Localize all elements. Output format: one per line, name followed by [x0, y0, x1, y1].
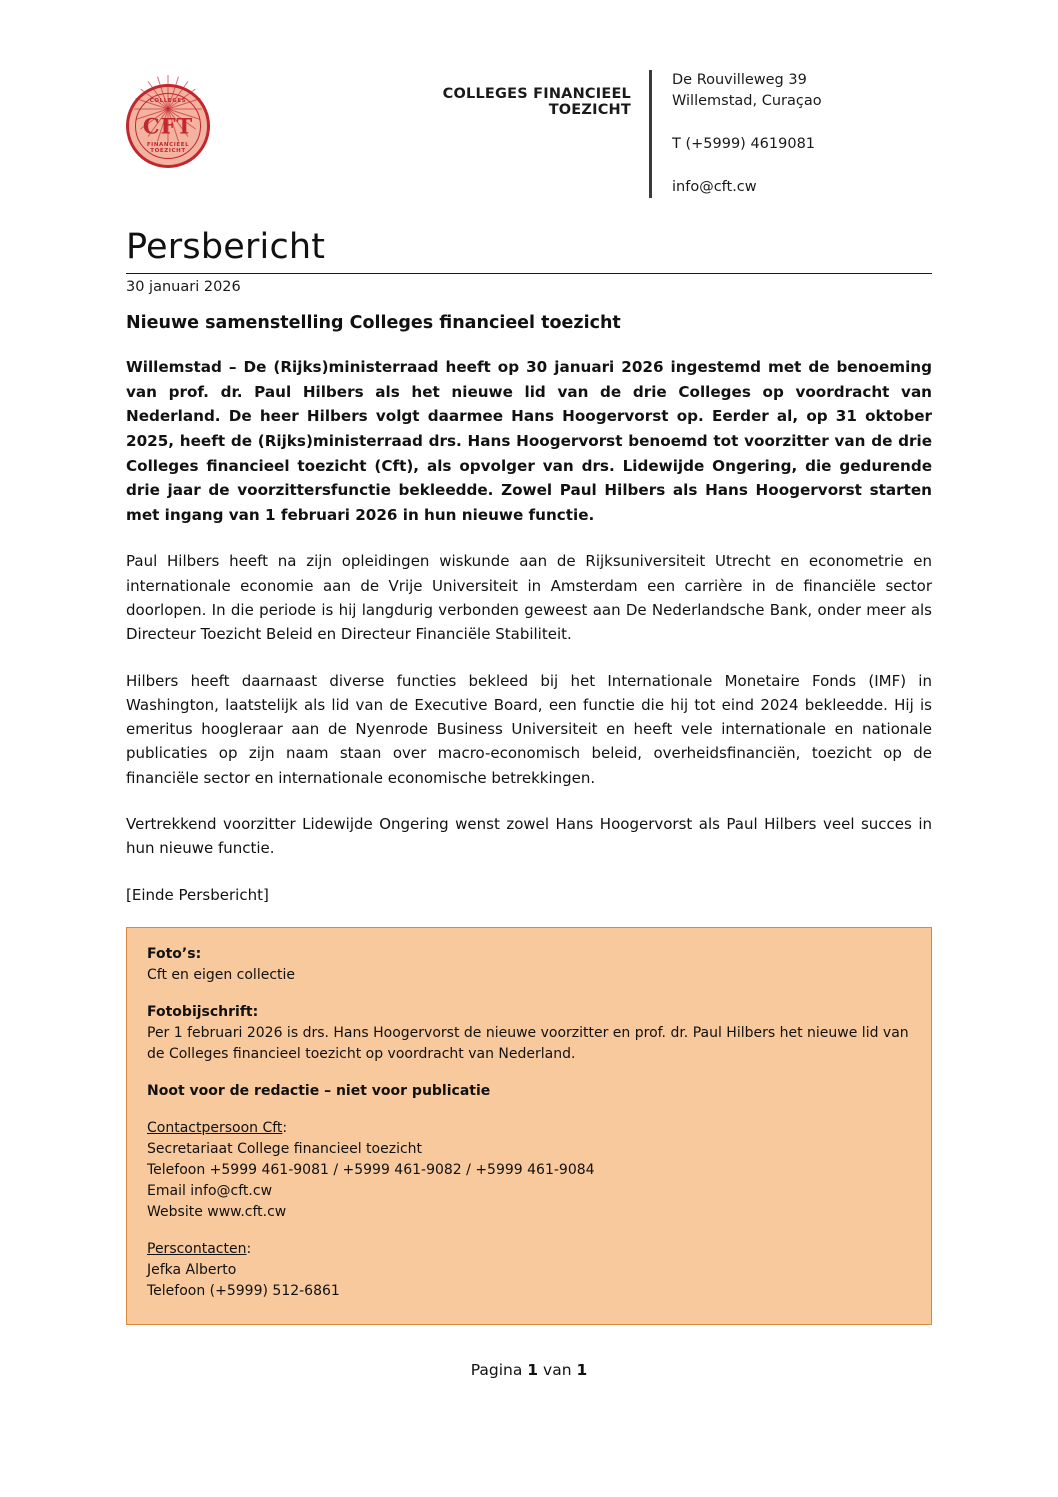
contact-group [147, 1118, 911, 1223]
caption-heading: Fotobijschrift: [147, 1003, 259, 1020]
press-line-2: Telefoon (+5999) 512-6861 [147, 1282, 340, 1299]
caption-group [147, 1002, 914, 1065]
contact-line-4: Website www.cft.cw [147, 1203, 287, 1220]
photos-text: Cft en eigen collectie [147, 966, 296, 983]
end-marker: [Einde Persbericht] [126, 885, 269, 904]
document-date: 30 januari 2026 [126, 278, 241, 295]
contact-line-3: Email info@cft.cw [147, 1182, 273, 1199]
editorial-note-heading: Noot voor de redactie – niet voor publicatie [147, 1082, 491, 1099]
paragraph-2: Hilbers heeft daarnaast diverse functies bekleed bij het Internationale Monetaire Fonds (IMF) in Washington, laatstelijk als lid van de Executive Board, een functie die hij tot eind 2024 bekleedde. Hij is emeritus hoogleraar aan de Nyenrode Business Universiteit en heeft vele internationale en nationale publicaties op zijn naam staan over macro-economisch beleid, overheidsfinanciën, toezicht op de financiële sector en internationale economische betrekkingen. [126, 671, 932, 787]
caption-text: Per 1 februari 2026 is drs. Hans Hoogervorst de nieuwe voorzitter en prof. dr. Paul Hilbers het nieuwe lid van de Colleges financieel toezicht op voordracht van Nederland. [147, 1024, 914, 1062]
press-label: Perscontacten [147, 1240, 247, 1257]
contact-line-2: Telefoon +5999 461-9081 / +5999 461-9082 / +5999 461-9084 [147, 1161, 595, 1178]
contact-line-1: Secretariaat College financieel toezicht [147, 1140, 423, 1157]
contact-block [649, 70, 932, 198]
press-label-suffix: : [246, 1240, 252, 1257]
address-line-1: De Rouvilleweg 39 [672, 72, 807, 88]
logo-top-text: COLLEGES [149, 98, 187, 104]
press-contacts-group [147, 1239, 911, 1302]
contact-label: Contactpersoon Cft [147, 1119, 283, 1136]
press-line-1: Jefka Alberto [147, 1261, 237, 1278]
photos-group [147, 944, 911, 986]
contact-label-suffix: : [282, 1119, 288, 1136]
paragraph-3: Vertrekkend voorzitter Lidewijde Ongering wenst zowel Hans Hoogervorst als Paul Hilbers veel succes in hun nieuwe functie. [126, 815, 932, 858]
address-line-2: Willemstad, Curaçao [672, 93, 822, 110]
paragraph-1: Paul Hilbers heeft na zijn opleidingen wiskunde aan de Rijksuniversiteit Utrecht en econometrie en internationale economie aan de Vrije Universiteit in Amsterdam een carrière in de financiële sector doorlopen. In die periode is hij langdurig verbonden geweest aan De Nederlandsche Bank, onder meer als Directeur Toezicht Beleid en Directeur Financiële Stabiliteit. [126, 552, 932, 644]
footer-prefix: Pagina [470, 1361, 528, 1379]
contact-label-line [147, 1118, 911, 1139]
photos-heading: Foto’s: [147, 945, 202, 962]
letterhead [126, 70, 932, 198]
lead-paragraph: Willemstad – De (Rijks)ministerraad heeft op 30 januari 2026 ingestemd met de benoeming van prof. dr. Paul Hilbers als het nieuwe lid van de drie Colleges op voordracht van Nederland. De heer Hilbers volgt daarmee Hans Hoogervorst op. Eerder al, op 31 oktober 2025, heeft de (Rijks)ministerraad drs. Hans Hoogervorst benoemd tot voorzitter van de drie Colleges financieel toezicht (Cft), als opvolger van drs. Lidewijde Ongering, die gedurende drie jaar de voorzittersfunctie bekleedde. Zowel Paul Hilbers als Hans Hoogervorst starten met ingang van 1 februari 2026 in hun nieuwe functie. [126, 358, 932, 524]
footer-middle: van [538, 1361, 577, 1379]
title-divider [126, 273, 932, 274]
logo-bottom-text: FINANCIEEL TOEZICHT [146, 142, 190, 154]
cft-logo-icon [126, 84, 210, 168]
email-block[interactable]: info@cft.cw [672, 179, 757, 196]
page-title: Persbericht [126, 227, 326, 267]
subject-heading: Nieuwe samenstelling Colleges financieel toezicht [126, 313, 621, 333]
address-block [672, 70, 932, 112]
document-body [126, 313, 932, 1325]
phone-block: T (+5999) 4619081 [672, 136, 816, 153]
logo-container [126, 70, 426, 168]
press-label-line [147, 1239, 911, 1260]
logo-monogram: CFT [142, 113, 194, 139]
footer-current-page: 1 [527, 1361, 539, 1379]
editorial-note-box [126, 927, 932, 1325]
organization-title: COLLEGES FINANCIEEL TOEZICHT [442, 86, 631, 118]
editorial-note-group [147, 1081, 911, 1102]
page-footer [0, 1361, 1058, 1379]
title-area [126, 228, 932, 295]
footer-total-pages: 1 [576, 1361, 588, 1379]
